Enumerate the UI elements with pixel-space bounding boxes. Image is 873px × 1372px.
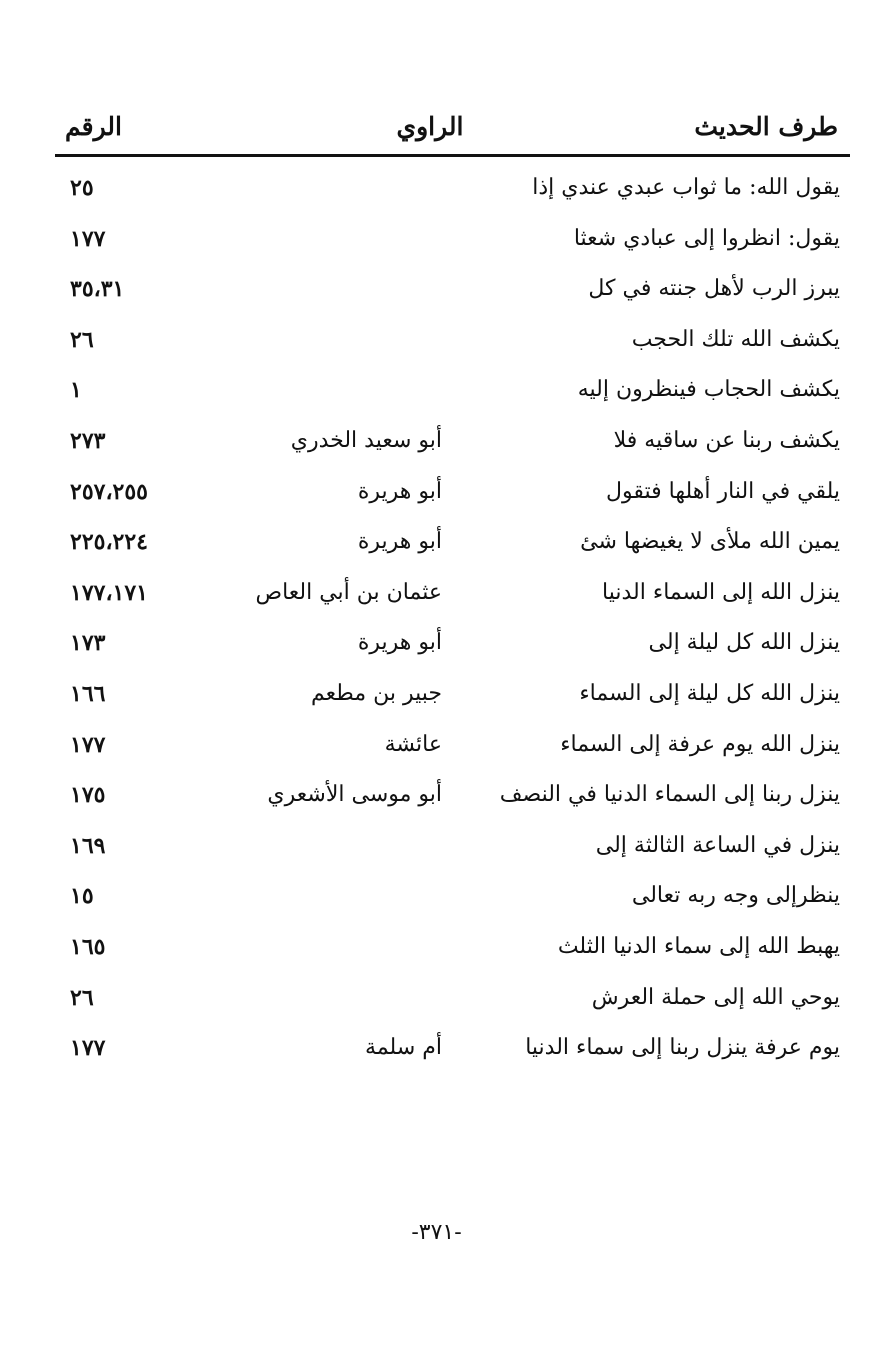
table-row [55, 924, 850, 975]
page-reference: ٢٦ [70, 326, 94, 353]
page-reference: ١٧٧ [70, 225, 106, 252]
hadith-text: ينظرإلى وجه ربه تعالى [631, 883, 840, 909]
page-reference: ١٧٧ [70, 1035, 106, 1062]
page-reference: ٣٥،٣١ [70, 276, 125, 303]
narrator-name: أبو هريرة [357, 630, 442, 656]
hadith-text: يهبط الله إلى سماء الدنيا الثلث [557, 933, 840, 959]
hadith-text: ينزل الله إلى السماء الدنيا [602, 579, 840, 605]
table-row [55, 216, 850, 267]
hadith-text: ينزل ربنا إلى السماء الدنيا في النصف [499, 782, 840, 808]
table-header [55, 112, 850, 152]
narrator-name: عثمان بن أبي العاص [255, 579, 442, 605]
hadith-text: يمين الله ملأى لا يغيضها شئ [580, 529, 840, 555]
page-reference: ١٦٥ [70, 933, 106, 960]
table-row [55, 367, 850, 418]
table-row [55, 519, 850, 570]
table-row [55, 823, 850, 874]
hadith-text: ينزل الله يوم عرفة إلى السماء [560, 731, 840, 757]
page-reference: ١٧٧،١٧١ [70, 579, 148, 606]
hadith-text: ينزل الله كل ليلة إلى [648, 630, 840, 656]
narrator-name: أبو هريرة [357, 529, 442, 555]
table-row [55, 772, 850, 823]
page-number: -٣٧١- [411, 1220, 462, 1245]
hadith-text: يقول: انظروا إلى عبادي شعثا [573, 225, 840, 251]
page-reference: ٢٢٥،٢٢٤ [70, 529, 148, 556]
table-row [55, 317, 850, 368]
hadith-text: يقول الله: ما ثواب عبدي عندي إذا [532, 175, 840, 200]
narrator-name: أبو موسى الأشعري [267, 782, 442, 808]
page-reference: ١٧٥ [70, 782, 106, 809]
column-header-hadith: طرف الحديث [694, 112, 838, 141]
narrator-name: جبير بن مطعم [311, 680, 442, 706]
page-reference: ١٧٣ [70, 630, 106, 657]
page-reference: ١٧٧ [70, 731, 106, 758]
hadith-text: يلقي في النار أهلها فتقول [606, 478, 840, 504]
hadith-text: يكشف ربنا عن ساقيه فلا [613, 427, 840, 453]
hadith-text: يوحي الله إلى حملة العرش [591, 984, 840, 1010]
table-row [55, 620, 850, 671]
hadith-text: يبرز الرب لأهل جنته في كل [588, 276, 840, 302]
page-reference: ٢٥٧،٢٥٥ [70, 478, 148, 505]
page-reference: ٢٦ [70, 984, 94, 1011]
hadith-text: يكشف الحجاب فينظرون إليه [577, 377, 840, 403]
hadith-text: يكشف الله تلك الحجب [631, 326, 840, 352]
hadith-text: ينزل الله كل ليلة إلى السماء [579, 680, 840, 706]
page-reference: ١٦٩ [70, 832, 106, 859]
table-row [55, 469, 850, 520]
index-table-body [55, 165, 850, 1076]
page-reference: ١ [70, 377, 82, 404]
narrator-name: أم سلمة [365, 1035, 442, 1061]
page-reference: ٢٥ [70, 175, 94, 201]
table-row [55, 671, 850, 722]
table-row [55, 975, 850, 1026]
table-row [55, 873, 850, 924]
page-reference: ١٦٦ [70, 680, 106, 707]
table-row [55, 722, 850, 773]
header-divider [55, 154, 850, 157]
table-row [55, 266, 850, 317]
hadith-text: ينزل في الساعة الثالثة إلى [595, 832, 840, 858]
narrator-name: أبو هريرة [357, 478, 442, 504]
hadith-text: يوم عرفة ينزل ربنا إلى سماء الدنيا [525, 1035, 840, 1061]
table-row [55, 165, 850, 216]
narrator-name: عائشة [384, 731, 442, 757]
table-row [55, 418, 850, 469]
column-header-number: الرقم [65, 112, 122, 141]
narrator-name: أبو سعيد الخدري [290, 427, 442, 453]
table-row [55, 1025, 850, 1076]
page-reference: ١٥ [70, 883, 94, 910]
table-row [55, 570, 850, 621]
column-header-narrator: الراوي [396, 112, 464, 141]
page-reference: ٢٧٣ [70, 427, 106, 454]
